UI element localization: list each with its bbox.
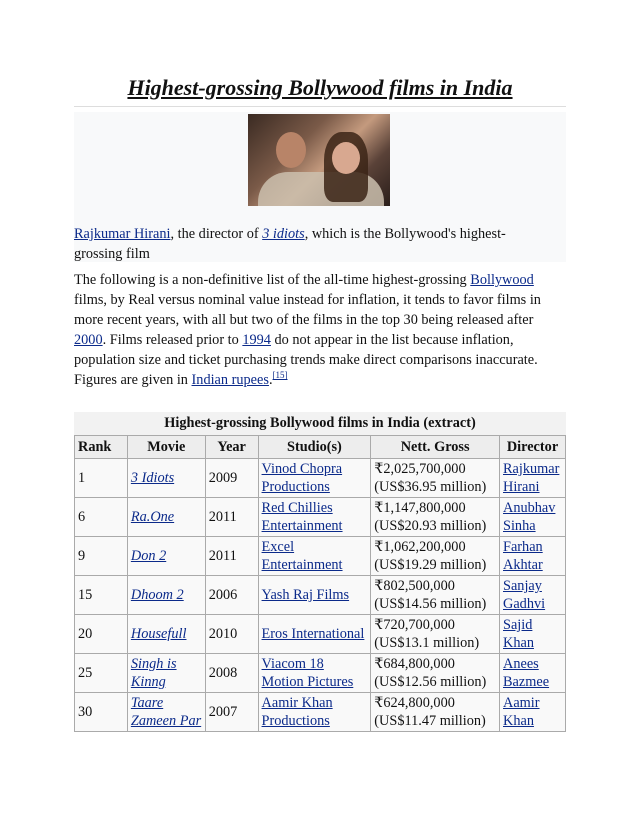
header-year: Year (205, 436, 258, 459)
cell-rank: 30 (75, 693, 128, 732)
director-link[interactable]: Sajid Khan (503, 617, 534, 651)
cell-gross: ₹720,700,000 (US$13.1 million) (371, 615, 500, 654)
cell-rank: 25 (75, 654, 128, 693)
reference-link[interactable]: [15] (272, 370, 288, 381)
link-3-idiots[interactable]: 3 idiots (262, 226, 305, 242)
link-rajkumar-hirani[interactable]: Rajkumar Hirani (74, 226, 171, 242)
header-movie: Movie (127, 436, 205, 459)
movie-link[interactable]: 3 Idiots (130, 470, 175, 486)
cell-gross: ₹2,025,700,000 (US$36.95 million) (371, 459, 500, 498)
cell-gross: ₹1,062,200,000 (US$19.29 million) (371, 537, 500, 576)
movie-link[interactable]: Singh is Kinng (130, 656, 177, 690)
movie-link[interactable]: Ra.One (130, 509, 175, 525)
page-title: Highest-grossing Bollywood films in India (127, 75, 513, 100)
cell-year: 2007 (205, 693, 258, 732)
table-row (75, 615, 566, 654)
director-link[interactable]: Anees Bazmee (503, 656, 550, 690)
cell-gross: ₹802,500,000 (US$14.56 million) (371, 576, 500, 615)
cell-rank: 6 (75, 498, 128, 537)
director-link[interactable]: Sanjay Gadhvi (503, 578, 546, 612)
movie-link[interactable]: Dhoom 2 (130, 587, 184, 603)
title-divider (74, 106, 566, 107)
director-link[interactable]: Farhan Akhtar (503, 539, 543, 573)
films-table (74, 412, 566, 732)
director-link[interactable]: Rajkumar Hirani (503, 461, 560, 495)
cell-year: 2009 (205, 459, 258, 498)
figure-box (74, 112, 566, 262)
studio-link[interactable]: Red Chillies Entertainment (261, 500, 343, 534)
cell-year: 2006 (205, 576, 258, 615)
studio-link[interactable]: Vinod Chopra Productions (261, 461, 343, 495)
studio-link[interactable]: Aamir Khan Productions (261, 695, 333, 729)
director-photo[interactable] (248, 114, 390, 206)
table-row (75, 459, 566, 498)
table-row (75, 537, 566, 576)
cell-rank: 1 (75, 459, 128, 498)
cell-year: 2008 (205, 654, 258, 693)
movie-link[interactable]: Housefull (130, 626, 187, 642)
director-link[interactable]: Anubhav Sinha (503, 500, 556, 534)
link-bollywood[interactable]: Bollywood (470, 272, 534, 288)
cell-year: 2011 (205, 537, 258, 576)
cell-gross: ₹684,800,000 (US$12.56 million) (371, 654, 500, 693)
table-caption: Highest-grossing Bollywood films in India (extract) (74, 412, 566, 435)
studio-link[interactable]: Viacom 18 Motion Pictures (261, 656, 354, 690)
table-header-row (75, 436, 566, 459)
link-1994[interactable]: 1994 (242, 332, 271, 348)
cell-rank: 9 (75, 537, 128, 576)
director-link[interactable]: Aamir Khan (503, 695, 540, 729)
table-row (75, 693, 566, 732)
cell-rank: 15 (75, 576, 128, 615)
header-rank: Rank (75, 436, 128, 459)
table-row (75, 498, 566, 537)
table-row (75, 654, 566, 693)
cell-gross: ₹624,800,000 (US$11.47 million) (371, 693, 500, 732)
studio-link[interactable]: Eros International (261, 626, 365, 642)
movie-link[interactable]: Taare Zameen Par (130, 695, 202, 729)
cell-gross: ₹1,147,800,000 (US$20.93 million) (371, 498, 500, 537)
intro-paragraph: The following is a non-definitive list of the all-time highest-grossing Bollywood films, by Real versus nominal value instead for inflation, it tends to favor films in more recent years, with all but two of the films in the top 30 being released after 2000. Films released prior to 1994 do not appear in the list because inflation, population size and ticket purchasing trends make direct comparisons inaccurate. Figures are given in Indian rupees.[15] (74, 272, 541, 388)
header-director: Director (500, 436, 566, 459)
link-2000[interactable]: 2000 (74, 332, 103, 348)
header-studio: Studio(s) (258, 436, 371, 459)
figure-caption: Rajkumar Hirani, the director of 3 idiots, which is the Bollywood's highest-grossing film (74, 226, 506, 262)
studio-link[interactable]: Excel Entertainment (261, 539, 343, 573)
cell-year: 2011 (205, 498, 258, 537)
header-gross: Nett. Gross (371, 436, 500, 459)
cell-year: 2010 (205, 615, 258, 654)
movie-link[interactable]: Don 2 (130, 548, 167, 564)
studio-link[interactable]: Yash Raj Films (261, 587, 350, 603)
cell-rank: 20 (75, 615, 128, 654)
link-indian-rupees[interactable]: Indian rupees (191, 372, 269, 388)
table-row (75, 576, 566, 615)
